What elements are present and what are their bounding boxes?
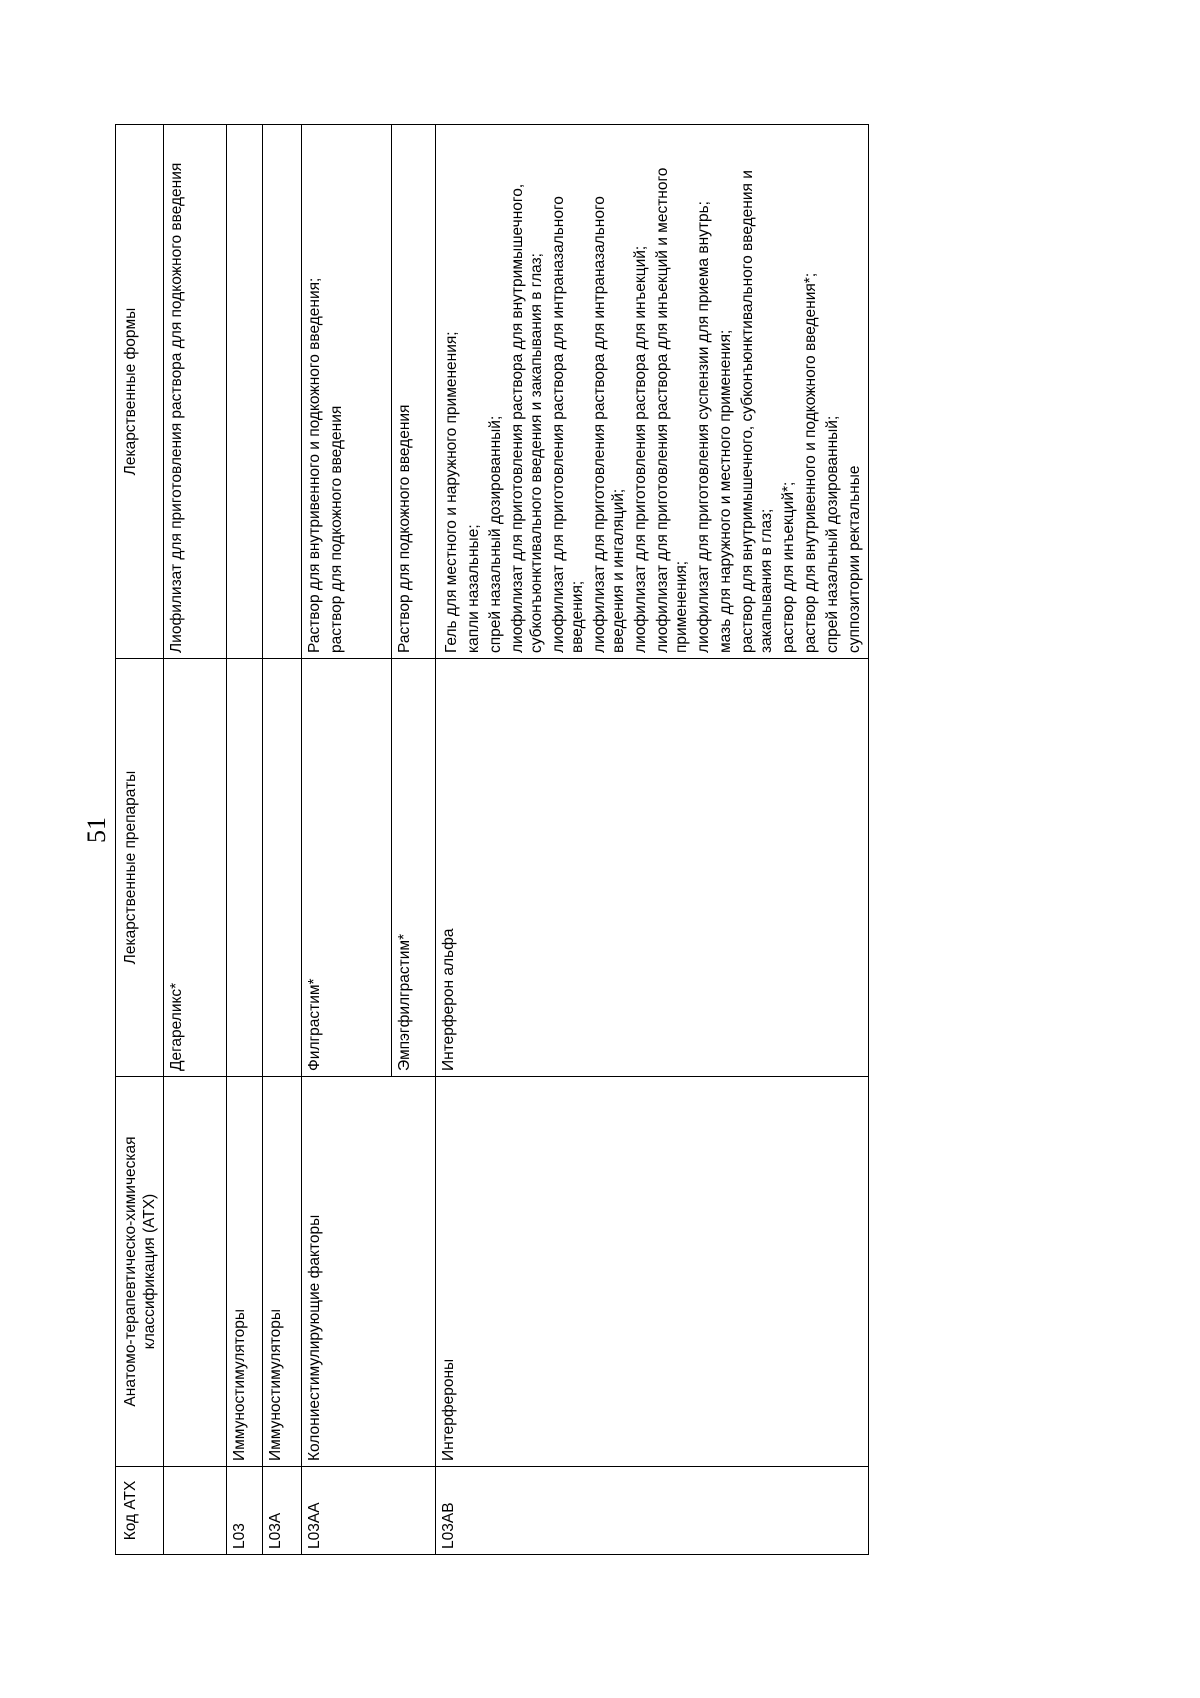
header-forms: Лекарственные формы bbox=[116, 125, 164, 659]
form-item: мазь для наружного и местного применения; bbox=[717, 329, 734, 653]
cell-code: L03 bbox=[227, 1467, 263, 1555]
cell-drug bbox=[227, 659, 263, 1077]
cell-forms bbox=[436, 125, 869, 659]
cell-code: L03A bbox=[263, 1467, 302, 1555]
cell-drug: Эмпэгфилграстим* bbox=[392, 659, 436, 1077]
form-item: лиофилизат для приготовления раствора для внутримышечного, субконъюнктивального введения и закапывания в глаз; bbox=[509, 183, 545, 653]
form-item: лиофилизат для приготовления раствора для инъекций; bbox=[632, 245, 649, 653]
cell-drug: Дегареликс* bbox=[164, 659, 227, 1077]
cell-drug: Интерферон альфа bbox=[436, 659, 869, 1077]
cell-forms bbox=[263, 125, 302, 659]
table-row bbox=[263, 125, 302, 1555]
form-item: спрей назальный дозированный; bbox=[487, 415, 504, 653]
table-row bbox=[227, 125, 263, 1555]
table-row bbox=[436, 125, 869, 1555]
form-item: лиофилизат для приготовления раствора для интраназального введения; bbox=[550, 196, 586, 653]
form-item: Раствор для подкожного введения bbox=[396, 404, 413, 653]
header-code: Код АТХ bbox=[116, 1467, 164, 1555]
table-row bbox=[302, 125, 392, 1555]
form-item: раствор для внутривенного и подкожного введения*; bbox=[802, 272, 819, 653]
header-row bbox=[116, 125, 164, 1555]
cell-drug bbox=[263, 659, 302, 1077]
form-item: Раствор для внутривенного и подкожного введения; bbox=[306, 277, 323, 653]
page-number: 51 bbox=[82, 817, 111, 843]
cell-forms bbox=[227, 125, 263, 659]
cell-code: L03AB bbox=[436, 1467, 869, 1555]
table-row bbox=[164, 125, 227, 1555]
drug-table bbox=[115, 124, 869, 1555]
cell-forms bbox=[302, 125, 392, 659]
cell-forms bbox=[164, 125, 227, 659]
form-item: лиофилизат для приготовления раствора для инъекций и местного применения; bbox=[654, 167, 690, 653]
cell-atc: Иммуностимуляторы bbox=[227, 1077, 263, 1467]
cell-forms bbox=[392, 125, 436, 659]
form-item: капли назальные; bbox=[465, 524, 482, 653]
cell-atc bbox=[164, 1077, 227, 1467]
form-item: спрей назальный дозированный; bbox=[824, 415, 841, 653]
form-item: лиофилизат для приготовления раствора для интраназального введения и ингаляций; bbox=[591, 196, 627, 653]
header-drugs: Лекарственные препараты bbox=[116, 659, 164, 1077]
form-item: Гель для местного и наружного применения; bbox=[443, 331, 460, 653]
cell-atc: Колониестимулирующие факторы bbox=[302, 1077, 436, 1467]
form-item: Лиофилизат для приготовления раствора для подкожного введения bbox=[168, 162, 185, 653]
form-item: суппозитории ректальные bbox=[846, 465, 863, 653]
cell-atc: Интерфероны bbox=[436, 1077, 869, 1467]
cell-atc: Иммуностимуляторы bbox=[263, 1077, 302, 1467]
cell-code bbox=[164, 1467, 227, 1555]
form-item: раствор для подкожного введения bbox=[328, 405, 345, 653]
header-atc: Анатомо-терапевтическо-химическая классификация (АТХ) bbox=[116, 1077, 164, 1467]
rotated-table-container bbox=[115, 125, 1075, 1555]
cell-drug: Филграстим* bbox=[302, 659, 392, 1077]
form-item: лиофилизат для приготовления суспензии для приема внутрь; bbox=[695, 201, 712, 653]
form-item: раствор для внутримышечного, субконъюнктивального введения и закапывания в глаз; bbox=[739, 170, 775, 653]
form-item: раствор для инъекций*; bbox=[780, 481, 797, 653]
cell-code: L03AA bbox=[302, 1467, 436, 1555]
